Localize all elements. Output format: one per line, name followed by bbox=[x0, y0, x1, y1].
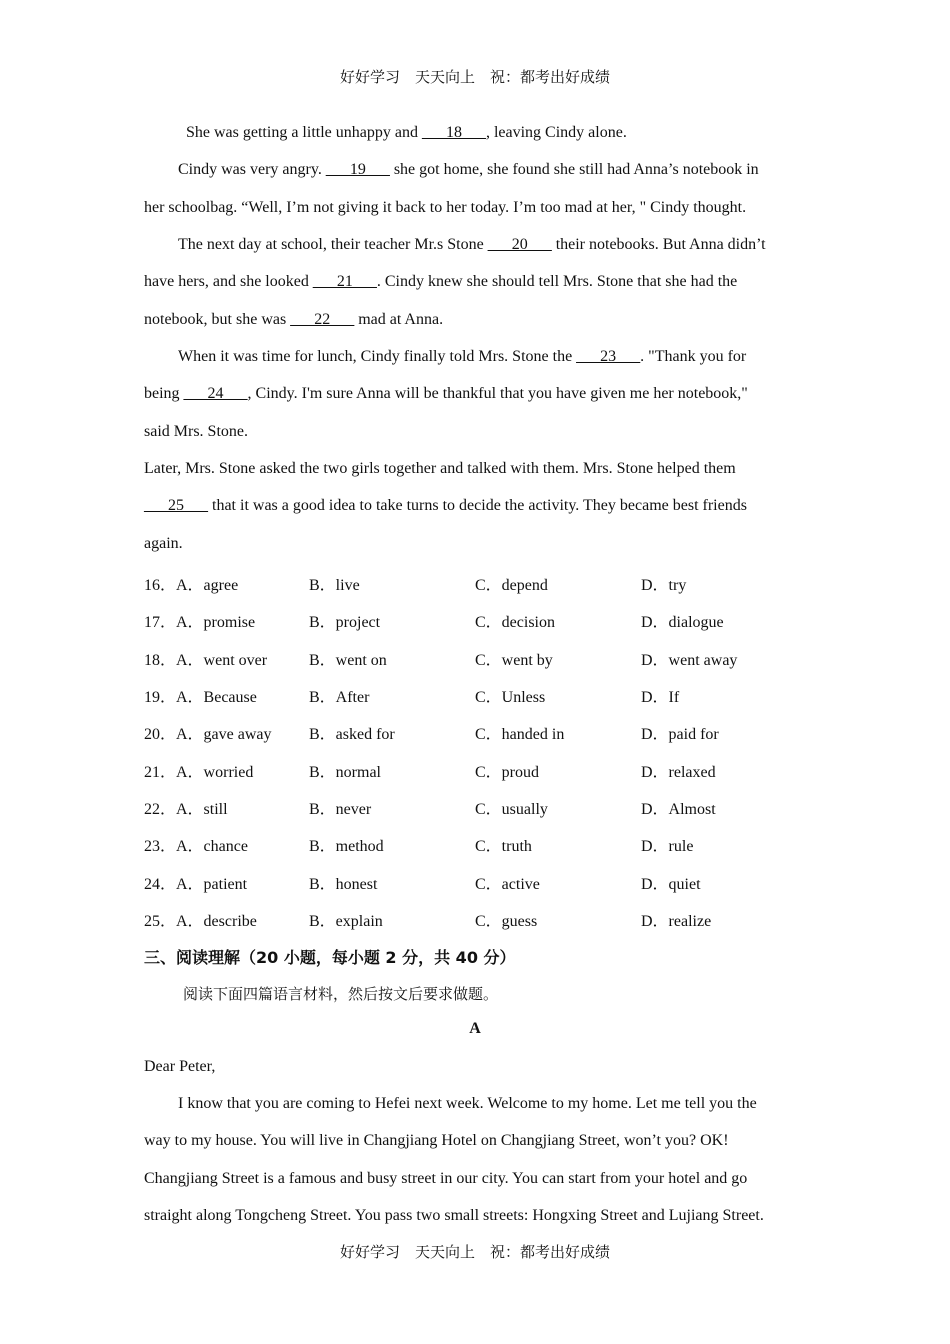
section-title: 三、阅读理解（20 小题，每小题 2 分，共 40 分） bbox=[144, 948, 516, 967]
line-text: mad at Anna. bbox=[354, 311, 444, 328]
option-a: 20．A．gave away bbox=[144, 726, 272, 743]
option-c: C．Unless bbox=[475, 689, 546, 706]
cloze-line bbox=[178, 161, 759, 179]
blank-20: ___20___ bbox=[487, 236, 552, 253]
blank-25: ___25___ bbox=[144, 497, 208, 514]
cloze-line: her schoolbag. “Well, I’m not giving it back to her today. I’m too mad at her, " Cindy thought. bbox=[144, 199, 747, 216]
option-c: C．usually bbox=[475, 801, 548, 818]
option-c: C．went by bbox=[475, 652, 553, 669]
passage-line: straight along Tongcheng Street. You pass two small streets: Hongxing Street and Lujiang Street. bbox=[144, 1207, 764, 1224]
option-b: B．never bbox=[309, 801, 372, 818]
blank-23: ___23___ bbox=[576, 348, 641, 365]
option-a: 22．A．still bbox=[144, 801, 228, 818]
passage-label: A bbox=[469, 1020, 481, 1037]
line-text: . Cindy knew she should tell Mrs. Stone that she had the bbox=[376, 273, 738, 290]
option-a: 21．A．worried bbox=[144, 764, 254, 781]
option-d: D．realize bbox=[641, 913, 712, 930]
line-text: When it was time for lunch, Cindy finally told Mrs. Stone the bbox=[178, 348, 577, 365]
blank-22: ___22___ bbox=[290, 311, 355, 328]
line-text: The next day at school, their teacher Mr.s Stone bbox=[178, 236, 488, 253]
section-instruction: 阅读下面四篇语言材料，然后按文后要求做题。 bbox=[183, 985, 499, 1003]
line-text: , Cindy. I'm sure Anna will be thankful that you have given me her notebook," bbox=[247, 385, 748, 402]
cloze-line bbox=[178, 236, 766, 254]
line-text: . "Thank you for bbox=[640, 348, 747, 365]
option-c: C．depend bbox=[475, 577, 548, 594]
blank-21: ___21___ bbox=[312, 273, 377, 290]
option-b: B．asked for bbox=[309, 726, 395, 743]
option-d: D．rule bbox=[641, 838, 694, 855]
line-text: their notebooks. But Anna didn’t bbox=[551, 236, 766, 253]
option-b: B．After bbox=[309, 689, 370, 706]
cloze-line: again. bbox=[144, 535, 183, 552]
option-c: C．guess bbox=[475, 913, 538, 930]
option-c: C．proud bbox=[475, 764, 540, 781]
line-text: that it was a good idea to take turns to decide the activity. They became best friends bbox=[208, 497, 747, 514]
option-c: C．handed in bbox=[475, 726, 565, 743]
line-text: She was getting a little unhappy and bbox=[186, 124, 422, 141]
option-a: 19．A．Because bbox=[144, 689, 257, 706]
line-text: Cindy was very angry. bbox=[178, 161, 326, 178]
passage-line: way to my house. You will live in Changjiang Hotel on Changjiang Street, won’t you? OK! bbox=[144, 1132, 729, 1149]
option-a: 24．A．patient bbox=[144, 876, 248, 893]
option-b: B．live bbox=[309, 577, 360, 594]
option-b: B．method bbox=[309, 838, 384, 855]
option-b: B．normal bbox=[309, 764, 381, 781]
option-d: D．went away bbox=[641, 652, 738, 669]
cloze-line: Later, Mrs. Stone asked the two girls together and talked with them. Mrs. Stone helped them bbox=[144, 460, 736, 477]
cloze-line bbox=[178, 348, 746, 366]
option-b: B．project bbox=[309, 614, 381, 631]
option-b: B．honest bbox=[309, 876, 378, 893]
option-c: C．truth bbox=[475, 838, 532, 855]
line-text: notebook, but she was bbox=[144, 311, 291, 328]
cloze-line: said Mrs. Stone. bbox=[144, 423, 248, 440]
page-header: 好好学习 天天向上 祝：都考出好成绩 bbox=[339, 68, 610, 86]
line-text: being bbox=[144, 385, 184, 402]
option-d: D．paid for bbox=[641, 726, 719, 743]
option-b: B．went on bbox=[309, 652, 387, 669]
page-footer: 好好学习 天天向上 祝：都考出好成绩 bbox=[339, 1243, 610, 1261]
option-d: D．Almost bbox=[641, 801, 716, 818]
cloze-line bbox=[186, 124, 627, 142]
letter-greeting: Dear Peter, bbox=[144, 1058, 216, 1075]
passage-line: Changjiang Street is a famous and busy street in our city. You can start from your hotel and go bbox=[144, 1170, 748, 1187]
blank-18: ___18___ bbox=[421, 124, 486, 141]
option-a: 23．A．chance bbox=[144, 838, 248, 855]
option-a: 25．A．describe bbox=[144, 913, 257, 930]
cloze-line bbox=[144, 385, 748, 403]
option-d: D．relaxed bbox=[641, 764, 716, 781]
option-a: 18．A．went over bbox=[144, 652, 268, 669]
option-b: B．explain bbox=[309, 913, 383, 930]
option-a: 16．A．agree bbox=[144, 577, 239, 594]
blank-19: ___19___ bbox=[325, 161, 390, 178]
option-d: D．If bbox=[641, 689, 680, 706]
blank-24: ___24___ bbox=[183, 385, 248, 402]
cloze-line bbox=[144, 497, 747, 515]
option-d: D．try bbox=[641, 577, 687, 594]
option-a: 17．A．promise bbox=[144, 614, 256, 631]
option-d: D．dialogue bbox=[641, 614, 724, 631]
option-c: C．decision bbox=[475, 614, 555, 631]
line-text: have hers, and she looked bbox=[144, 273, 313, 290]
cloze-line bbox=[144, 311, 443, 329]
option-d: D．quiet bbox=[641, 876, 701, 893]
line-text: she got home, she found she still had Anna’s notebook in bbox=[389, 161, 759, 178]
cloze-line bbox=[144, 273, 737, 291]
passage-line: I know that you are coming to Hefei next week. Welcome to my home. Let me tell you the bbox=[178, 1095, 757, 1112]
option-c: C．active bbox=[475, 876, 540, 893]
line-text: , leaving Cindy alone. bbox=[485, 124, 627, 141]
